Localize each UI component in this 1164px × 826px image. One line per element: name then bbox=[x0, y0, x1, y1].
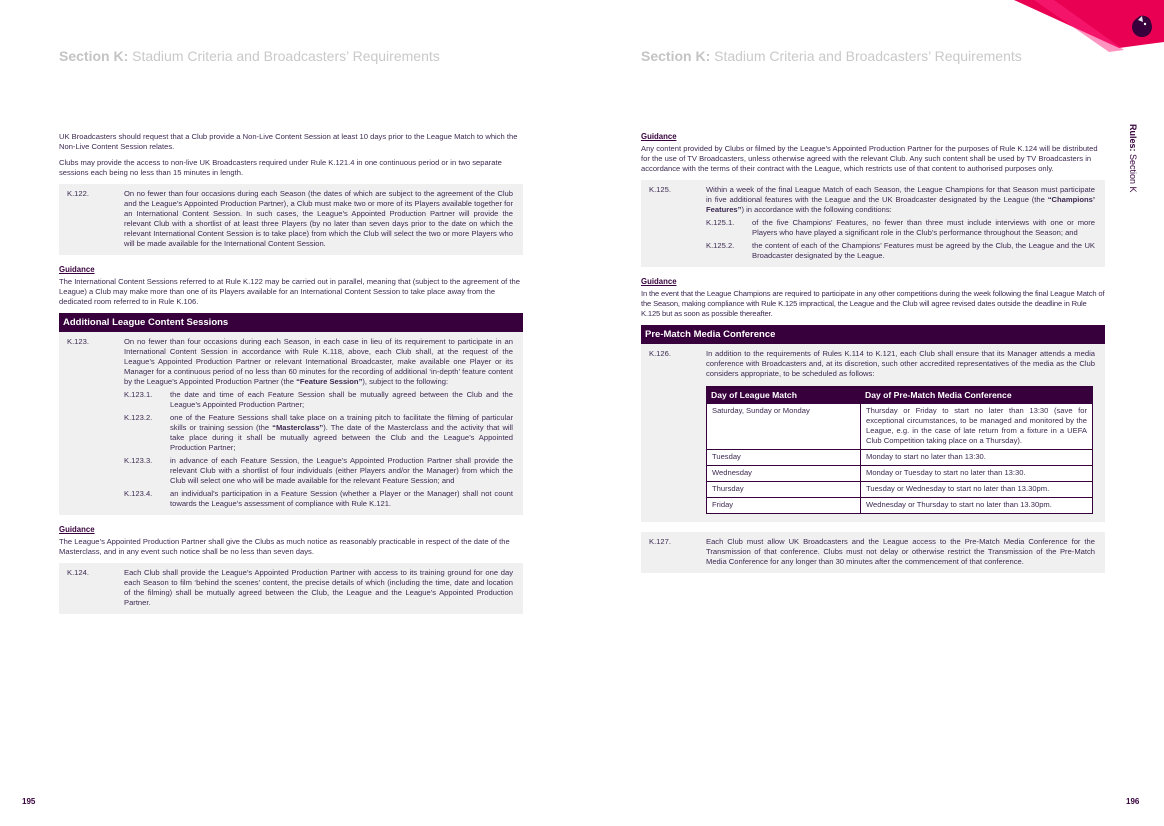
intro-paragraph: UK Broadcasters should request that a Club provide a Non-Live Content Session at least 10 days prior to the League Match to which the Non-Live Content Session relates. bbox=[59, 132, 518, 151]
rule-text-part: On no fewer than four occasions during each Season, in each case in lieu of its requirement to participate in an International Content Session in accordance with Rule K.118, above, each Club shall, at the request of the League’s Appointed Production Partner or relevant International Broadcaster, make available one Player or its Manager for a continuous period of no less than 60 minutes for the recording of additional ‘in-depth’ feature content by the League’s Appointed Production Partner (the bbox=[124, 337, 513, 386]
rule-number: K.124. bbox=[67, 568, 89, 577]
rule-text: Each Club shall provide the League’s Appointed Production Partner with access to its training ground for one day each Season to film ‘behind the scenes’ content, the precise details of which (including the time, date and location of the filming) shall be mutually agreed between the Club, the League and the League’s Appointed Production Partner. bbox=[124, 568, 513, 607]
rule-number: K.125. bbox=[649, 185, 671, 194]
sub-rule-text: the date and time of each Feature Session shall be mutually agreed between the Club and the League’s Appointed Production Partner; bbox=[170, 390, 513, 409]
sub-rule bbox=[124, 489, 513, 509]
sub-rule-number: K.125.2. bbox=[706, 241, 735, 250]
sub-rule bbox=[706, 241, 1095, 261]
right-column bbox=[641, 132, 1105, 583]
table-cell: Wednesday or Thursday to start no later than 13.30pm. bbox=[861, 498, 1093, 514]
rule-number: K.122. bbox=[67, 189, 89, 198]
media-conference-table bbox=[706, 386, 1093, 514]
table-cell: Monday or Tuesday to start no later than 13:30. bbox=[861, 466, 1093, 482]
rule-k123 bbox=[59, 332, 523, 515]
section-prefix: Section K: bbox=[641, 48, 711, 64]
sub-rule-text bbox=[170, 413, 513, 453]
guidance-heading: Guidance bbox=[59, 525, 95, 534]
defined-term: “Champions’ Features” bbox=[706, 195, 1095, 214]
rule-text: On no fewer than four occasions during each Season (the dates of which are subject to the agreement of the Club and the League’s Appointed Production Partner), a Club must make two or more of its Players available together for an International Content Session. In such cases, the League’s Appointed Production Partner will provide the relevant Club with a shortlist of at least three Players (by no later than seven days prior to the date on which the relevant International Content Session is to take place) from which the Club will select the two or more Players who will be made available for the International Content Session. bbox=[124, 189, 513, 248]
rule-text: Each Club must allow UK Broadcasters and the League access to the Pre-Match Media Conference for the Transmission of that conference. Clubs must not delay or otherwise restrict the Transmission of the Pre-Match Media Conference for any longer than 30 minutes after the commencement of that conference. bbox=[706, 537, 1095, 566]
section-title-text: Stadium Criteria and Broadcasters’ Requirements bbox=[132, 48, 440, 64]
guidance-text: In the event that the League Champions are required to participate in any other competitions during the week following the final League Match of the Season, making compliance with Rule K.125 impractical, the League and the Club will agree revised dates outside the deadline in Rule K.125 but as soon as possible thereafter. bbox=[641, 289, 1105, 318]
rule-number: K.126. bbox=[649, 349, 671, 358]
side-label-text: Section K bbox=[1128, 154, 1138, 193]
rule-text: In addition to the requirements of Rules K.114 to K.121, each Club shall ensure that its Manager attends a media conference with Broadcasters and, at its discretion, such other accredited representatives of the media as the Club considers appropriate, to be scheduled as follows: bbox=[706, 349, 1095, 378]
section-bar-additional-league-content: Additional League Content Sessions bbox=[59, 313, 523, 332]
sub-rule-number: K.125.1. bbox=[706, 218, 735, 227]
sub-rule-number: K.123.4. bbox=[124, 489, 153, 498]
rule-text-part: Within a week of the final League Match of each Season, the League Champions for that Season must participate in five additional features with the League and the UK Broadcaster designated by the League (the bbox=[706, 185, 1095, 204]
table-cell: Wednesday bbox=[707, 466, 861, 482]
table-cell: Thursday or Friday to start no later than 13:30 (save for exceptional circumstances, to be managed and monitored by the League, e.g. in the case of late return from a fixture in a UEFA Club Competition taking place on a Thursday). bbox=[861, 404, 1093, 450]
table-header: Day of Pre-Match Media Conference bbox=[861, 387, 1093, 404]
sub-rule-text: the content of each of the Champions’ Features must be agreed by the Club, the League and the UK Broadcaster designated by the League. bbox=[752, 241, 1095, 260]
rule-k124 bbox=[59, 563, 523, 614]
rule-k122 bbox=[59, 184, 523, 255]
section-title-right bbox=[641, 48, 1022, 64]
table-row bbox=[707, 450, 1093, 466]
guidance-text: The League’s Appointed Production Partner shall give the Clubs as much notice as reasonably practicable in respect of the date of the Masterclass, and in any event such notice shall be no less than seven days. bbox=[59, 537, 510, 556]
table-row bbox=[707, 482, 1093, 498]
sub-rule-text: an individual’s participation in a Feature Session (whether a Player or the Manager) shall not count towards the League’s assessment of compliance with Rule K.121. bbox=[170, 489, 513, 508]
table-row bbox=[707, 498, 1093, 514]
rule-text-part: one of the Feature Sessions shall take place on a training pitch to facilitate the filming of particular skills or training session (the bbox=[170, 413, 513, 432]
left-column bbox=[59, 132, 523, 624]
table-header: Day of League Match bbox=[707, 387, 861, 404]
section-prefix: Section K: bbox=[59, 48, 129, 64]
guidance-text: The International Content Sessions referred to at Rule K.122 may be carried out in parallel, meaning that (subject to the agreement of the League) a Club may make more than one of its Players available for an International Content Session to take place away from the dedicated room referred to in Rule K.106. bbox=[59, 277, 520, 306]
rule-text-part: ). The date of the Masterclass and the activity that will take place during it shall be mutually agreed between the Club and the League’s Appointed Production Partner; bbox=[170, 423, 513, 452]
rule-k127 bbox=[641, 532, 1105, 573]
sub-rule-text: in advance of each Feature Session, the League’s Appointed Production Partner shall provide the relevant Club with a shortlist of four individuals (either Players and/or the Manager) from which the Club will select one who will be made available for the relevant Feature Session; and bbox=[170, 456, 513, 485]
defined-term: “Masterclass” bbox=[272, 423, 324, 432]
table-row bbox=[707, 404, 1093, 450]
rule-text-part: ) in accordance with the following conditions: bbox=[741, 205, 892, 214]
table-cell: Saturday, Sunday or Monday bbox=[707, 404, 861, 450]
table-row bbox=[707, 466, 1093, 482]
sub-rule-number: K.123.2. bbox=[124, 413, 153, 422]
rule-k125 bbox=[641, 180, 1105, 267]
page-number-right: 196 bbox=[1126, 797, 1140, 806]
sub-rule bbox=[124, 413, 513, 453]
page-number-left: 195 bbox=[22, 797, 36, 806]
intro-paragraph: Clubs may provide the access to non-live UK Broadcasters required under Rule K.121.4 in one continuous period or in two separate sessions each being no less than 15 minutes in length. bbox=[59, 158, 502, 177]
corner-decoration bbox=[1014, 0, 1164, 70]
right-page bbox=[582, 0, 1164, 826]
table-cell: Monday to start no later than 13:30. bbox=[861, 450, 1093, 466]
sub-rule bbox=[124, 390, 513, 410]
defined-term: “Feature Session” bbox=[296, 377, 363, 386]
guidance-heading: Guidance bbox=[59, 265, 95, 274]
rule-k126 bbox=[641, 344, 1105, 522]
table-cell: Tuesday or Wednesday to start no later than 13.30pm. bbox=[861, 482, 1093, 498]
table-cell: Thursday bbox=[707, 482, 861, 498]
guidance-heading: Guidance bbox=[641, 277, 677, 286]
rule-text-part: ), subject to the following: bbox=[362, 377, 449, 386]
guidance-heading: Guidance bbox=[641, 132, 677, 141]
table-cell: Tuesday bbox=[707, 450, 861, 466]
rule-number: K.127. bbox=[649, 537, 671, 546]
rule-text bbox=[706, 185, 1095, 261]
guidance-text: Any content provided by Clubs or filmed by the League’s Appointed Production Partner for the purposes of Rule K.124 will be distributed for the use of TV Broadcasters, unless otherwise agreed with the relevant Club. Any such content shall be used by TV Broadcasters in accordance with the terms of their contract with the League, which restricts use of that content to authorised purposes only. bbox=[641, 144, 1098, 173]
sub-rule bbox=[124, 456, 513, 486]
sub-rule-text: of the five Champions’ Features, no fewer than three must include interviews with one or more Players who have played a significant role in the Club’s performance throughout the Season; and bbox=[752, 218, 1095, 237]
sub-rule bbox=[706, 218, 1095, 238]
sub-rule-number: K.123.3. bbox=[124, 456, 153, 465]
side-label bbox=[1128, 124, 1138, 193]
table-cell: Friday bbox=[707, 498, 861, 514]
sub-rule-number: K.123.1. bbox=[124, 390, 153, 399]
side-label-bold: Rules: bbox=[1128, 124, 1138, 152]
section-bar-pre-match-media-conference: Pre-Match Media Conference bbox=[641, 325, 1105, 344]
section-title-text: Stadium Criteria and Broadcasters’ Requirements bbox=[714, 48, 1022, 64]
rule-text bbox=[124, 337, 513, 509]
section-title-left bbox=[59, 48, 440, 64]
rule-number: K.123. bbox=[67, 337, 89, 346]
